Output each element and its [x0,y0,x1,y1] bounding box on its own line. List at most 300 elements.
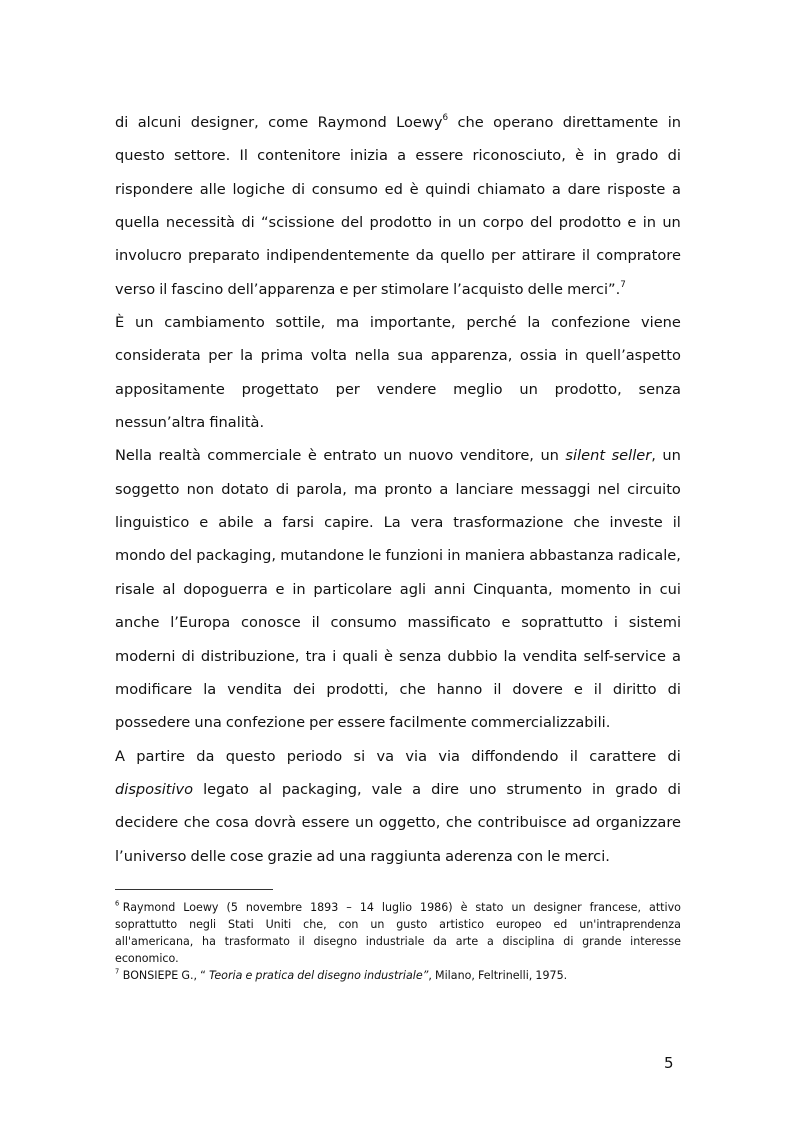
word: al [258,780,272,798]
word: prima [260,347,304,365]
body-text-line [115,806,681,839]
word: prodotto, [554,380,622,398]
word: quell’aspetto [585,347,681,365]
word: Il [239,147,248,165]
word: un [354,814,374,832]
word: vale [371,780,403,798]
word: il [311,614,320,632]
word: Milano, [435,969,475,983]
word: europeo [495,918,542,932]
word: consumo [330,614,397,632]
word: a [263,514,273,532]
body-text-line [115,840,681,873]
body-text-line [115,373,681,406]
word: è [575,147,585,165]
word: 14 [359,901,374,914]
word: pronto [384,480,433,498]
word: fascino [171,280,224,298]
word: circuito [627,480,681,498]
word: volta [310,347,347,365]
word: mondo [115,547,166,565]
word: Cinquanta, [473,580,553,598]
word: risale [115,580,155,598]
word: arte [455,935,479,949]
word: parola, [296,480,347,498]
word: compratore [596,247,681,265]
footnote-line [115,916,681,933]
word: consumo [311,180,378,198]
word: in [667,114,681,131]
word: di [115,114,129,131]
word: è [384,647,393,665]
word: vera [410,514,444,532]
word: industriale [365,935,425,949]
word: l’universo [115,847,187,865]
word: farsi [282,514,315,532]
word: che [573,514,600,532]
word: e [275,580,285,598]
word: dotato [221,480,269,498]
word: conosce [241,614,301,632]
word: logiche [232,180,285,198]
body-text-line [115,406,681,439]
word: pratica [255,969,295,983]
word: che [445,814,473,832]
word: (5 [226,901,238,914]
footnote-line [115,899,681,916]
word: indipendentemente [266,247,410,265]
word: la [203,680,217,698]
word: luglio [381,901,413,914]
word: seller, [611,447,656,465]
word: verso [115,280,156,298]
word: di [667,780,681,798]
word: 1975. [535,969,568,983]
word: 1986) [420,901,453,914]
word: dare [567,180,601,198]
word: grande [582,935,622,949]
word: entrato [323,447,377,465]
word: designer, [190,114,259,131]
word: tra [305,647,327,665]
word: grado [615,780,658,798]
word: legato [203,780,249,798]
word: che, [303,918,327,932]
word: quello [440,247,485,265]
word: prodotti, [326,680,389,698]
word: commerciale [207,447,302,465]
word: confezione [551,314,631,332]
word: il [672,514,681,532]
word: trasformazione [453,514,564,532]
word: Loewy [183,901,219,914]
word: vendere [376,380,437,398]
footnote-line [115,933,681,950]
word: “ [200,969,206,983]
word: confezione [225,714,306,732]
word: via [438,747,460,765]
body-text-line [115,273,681,306]
word: nella [354,347,390,365]
word: sistemi [628,614,681,632]
word: 1893 [310,901,339,914]
word: abile [218,514,254,532]
word: e [573,680,583,698]
word: che [457,114,484,131]
word: abbastanza [529,547,614,565]
word: un [540,447,559,465]
word: partire [136,747,185,765]
word: per [309,714,334,732]
body-text-line [115,573,681,606]
word: aderenza [445,847,513,865]
word: in [638,580,652,598]
word: le [547,847,561,865]
body-text-line [115,173,681,206]
word: ed [384,180,403,198]
word: per [335,380,360,398]
word: “scissione [260,214,335,232]
word: distribuzione, [200,647,300,665]
word: le [368,547,382,565]
word: contribuisce [477,814,567,832]
word: per [208,347,233,365]
word: a [551,180,561,198]
word: La [383,514,401,532]
word: rispondere [115,180,193,198]
word: maniera [464,547,526,565]
word: un [383,447,402,465]
word: dire [431,780,460,798]
word: essere [301,814,350,832]
body-text-line [115,539,681,572]
word: del [340,214,364,232]
word: dispositivo [115,780,194,798]
word: attivo [649,901,681,914]
word: come [268,114,309,131]
word: nel [597,480,620,498]
word: corpo [482,214,524,232]
word: industriale”, [363,969,432,983]
word: ad [316,847,335,865]
word: Teoria [208,969,243,983]
body-text-line [115,139,681,172]
word: il [298,935,305,949]
word: dei [293,680,316,698]
word: A [115,747,125,765]
word: $^7$ BONSIEPE [115,968,179,983]
word: un [662,447,681,465]
word: Stati [228,918,254,932]
word: facilmente [389,714,467,732]
word: in [292,580,306,598]
word: quella [115,214,160,232]
word: questo [115,147,165,165]
word: sottile, [275,314,326,332]
word: massificato [407,614,491,632]
word: realtà [158,447,201,465]
word: l’acquisto [453,280,524,298]
word: senza [399,647,442,665]
word: attirare [521,247,576,265]
word: francese, [589,901,642,914]
word: perché [466,314,517,332]
word: questo [225,747,276,765]
body-text [115,106,681,873]
word: il [581,247,591,265]
word: packaging, [196,547,277,565]
word: per [491,247,516,265]
word: di [291,180,306,198]
word: merci. [564,847,610,865]
word: anni [433,580,466,598]
word: un [519,380,538,398]
word: risposte [607,180,666,198]
word: silent [565,447,606,465]
word: nessun’altra [115,414,206,432]
word: una [338,847,367,865]
word: organizzare [595,814,681,832]
word: investe [609,514,663,532]
footnote-line [115,967,681,984]
word: vendita [522,647,578,665]
word: progettato [241,380,319,398]
word: un [511,901,526,914]
word: ma [354,480,378,498]
word: in [438,214,452,232]
word: Nella [115,447,152,465]
body-text-line [115,206,681,239]
word: raggiunta [370,847,442,865]
word: appositamente [115,380,225,398]
footnote-line [115,950,681,967]
word: viene [641,314,681,332]
word: del [530,214,553,232]
word: periodo [286,747,343,765]
word: in [591,780,606,798]
word: stimolare [380,280,450,298]
word: di [667,680,681,698]
word: preparato [188,247,260,265]
page-number: 5 [664,1054,674,1072]
body-text-line [115,706,681,739]
word: cui [659,580,681,598]
word: cose [229,847,264,865]
word: grazie [267,847,313,865]
word: trasformato [224,935,290,949]
word: prodotto [369,214,432,232]
word: a [672,647,681,665]
word: a [397,147,407,165]
word: novembre [245,901,303,914]
word: a [486,935,494,949]
body-text-line [115,740,681,773]
word: Feltrinelli, [478,969,533,983]
body-text-line [115,239,681,272]
word: linguistico [115,514,190,532]
word: cosa [215,814,249,832]
body-text-line [115,306,681,339]
word: Uniti [265,918,292,932]
word: in [593,147,607,165]
word: a [412,780,422,798]
word: e [501,614,511,632]
word: economico. [115,952,179,966]
word: carattere [589,747,657,765]
word: Loewy$^6$ [396,113,449,131]
word: disegno [317,969,361,983]
word: un [370,918,385,932]
word: sua [397,347,424,365]
word: ma [335,314,360,332]
body-text-line [115,606,681,639]
word: diritto [612,680,657,698]
word: la [503,647,517,665]
word: finalità. [209,414,265,432]
word: modificare [115,680,193,698]
footnotes [115,899,681,984]
body-text-line [115,339,681,372]
word: è [409,180,419,198]
word: particolare [313,580,392,598]
word: essere [415,147,464,165]
word: il [159,280,168,298]
word: soprattutto [521,614,604,632]
word: in [447,547,461,565]
word: e [627,214,637,232]
word: lanciare [455,480,514,498]
word: operano [493,114,554,131]
word: senza [638,380,681,398]
word: via [405,747,428,765]
word: settore. [174,147,231,165]
word: importante, [369,314,456,332]
word: di [563,935,574,949]
word: la [527,314,541,332]
word: funzioni [385,547,444,565]
word: l’Europa [170,614,231,632]
word: all'americana, [115,935,194,949]
word: grado [615,147,659,165]
footnote-separator [115,889,273,890]
word: stato [475,901,504,914]
word: prodotto [558,214,622,232]
word: con [516,847,544,865]
word: agli [399,580,427,598]
word: da [415,247,435,265]
word: in [642,214,657,232]
word: moderni [115,647,176,665]
word: gusto [396,918,428,932]
word: e [245,969,253,983]
word: al [162,580,176,598]
word: il [569,747,578,765]
word: da [433,935,447,949]
word: a [439,480,449,498]
word: un [134,314,154,332]
word: soprattutto [115,918,178,932]
word: radicale, [617,547,681,565]
word: interesse [630,935,681,949]
word: quali [342,647,378,665]
word: va [376,747,395,765]
word: quindi [425,180,471,198]
word: considerata [115,347,201,365]
body-text-line [115,439,681,472]
word: ossia [519,347,558,365]
word: a [672,180,681,198]
word: anche [115,614,160,632]
word: Raymond [317,114,387,131]
word: e [199,514,209,532]
word: di [181,647,195,665]
word: decidere [115,814,179,832]
word: vendita [227,680,283,698]
word: commercializzabili. [470,714,611,732]
word: self-service [583,647,666,665]
body-text-line [115,473,681,506]
body-text-line [115,506,681,539]
word: il [493,680,502,698]
word: del [297,969,315,983]
word: apparenza, [430,347,513,365]
body-text-line [115,773,681,806]
word: direttamente [562,114,659,131]
word: i [332,647,337,665]
word: $^6$ Raymond [115,899,176,914]
word: diffondendo [471,747,559,765]
word: – [346,901,352,914]
word: packaging, [281,780,362,798]
word: involucro [115,247,182,265]
word: merci”.$^7$ [567,279,626,298]
word: con [338,918,359,932]
word: uno [468,780,497,798]
word: strumento [506,780,583,798]
body-text-line [115,106,681,139]
word: si [353,747,366,765]
word: inizia [349,147,388,165]
word: ed [553,918,568,932]
word: disegno [313,935,358,949]
word: riconosciuto, [472,147,566,165]
word: una [194,714,222,732]
word: artistico [439,918,485,932]
word: designer [533,901,582,914]
word: disciplina [502,935,555,949]
body-text-line [115,673,681,706]
word: delle [527,280,564,298]
word: hanno [436,680,483,698]
word: è [460,901,468,914]
word: dovere [512,680,563,698]
word: G., [181,969,197,983]
word: È [115,314,125,332]
word: un [457,214,477,232]
word: di [241,214,255,232]
word: essere [337,714,386,732]
word: il [593,680,602,698]
word: negli [189,918,217,932]
word: contenitore [257,147,341,165]
word: messaggi [520,480,591,498]
word: dell’apparenza [227,280,336,298]
word: non [186,480,215,498]
word: soggetto [115,480,180,498]
word: dovrà [254,814,297,832]
word: mutandone [280,547,365,565]
word: dubbio [447,647,498,665]
